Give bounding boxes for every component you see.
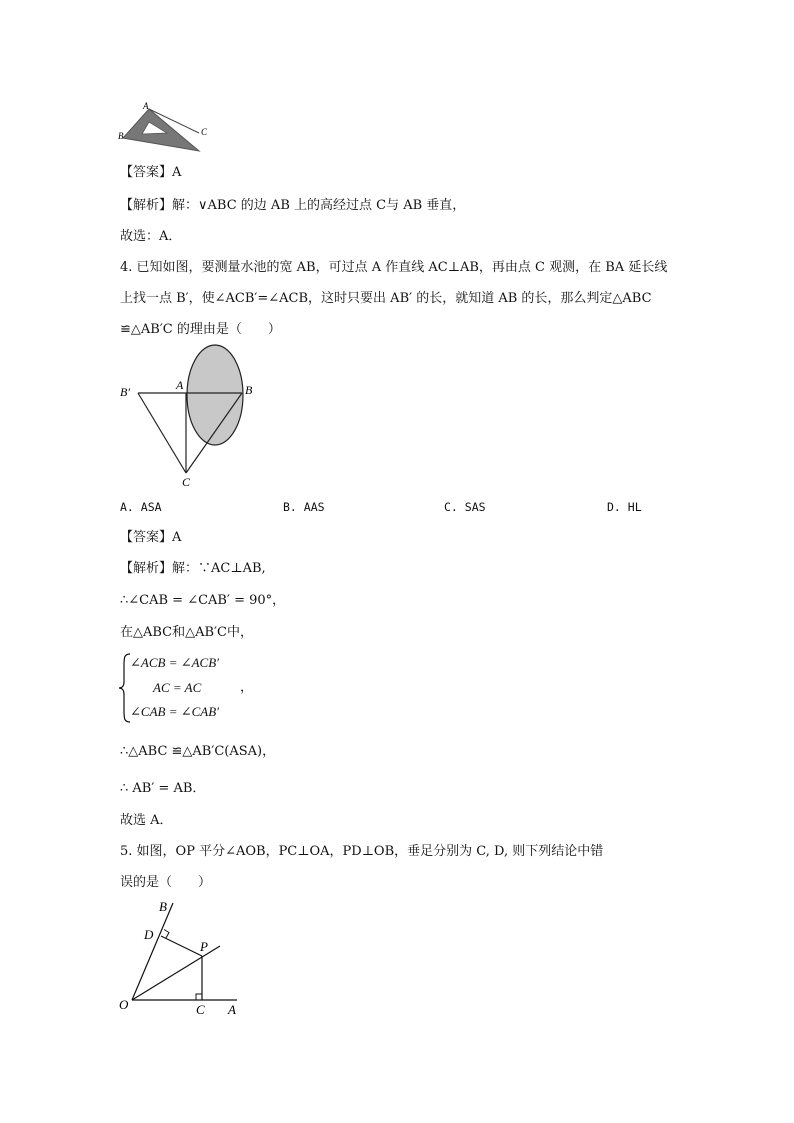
option-text: AAS [303, 500, 325, 514]
option-c [444, 502, 486, 514]
label-O: O [119, 997, 129, 1012]
answer-value: A [172, 165, 182, 180]
option-text: HL [627, 500, 642, 514]
q3-analysis-line [120, 199, 465, 212]
option-b [283, 502, 325, 514]
option-d [607, 502, 642, 514]
label-B: B [118, 131, 124, 141]
q3-answer-line [120, 166, 181, 179]
q4-stem-line-2: 上找一点 B′，使∠ACB′=∠ACB，这时只要出 AB′ 的长，就知道 AB 的长，那么判定△ABC [120, 291, 652, 306]
option-a [120, 502, 162, 514]
label-C: C [201, 127, 208, 137]
option-text: ASA [140, 500, 162, 514]
label-B: B [245, 383, 253, 397]
system-eq-2: AC = AC [153, 680, 202, 695]
q4-conclusion: 故选 A． [120, 813, 173, 828]
option-letter: D. [607, 500, 621, 514]
q4-answer-line [120, 531, 181, 544]
system-eq-1: ∠ACB = ∠ACB′ [130, 655, 220, 670]
label-C: C [182, 475, 191, 489]
option-letter: A. [120, 500, 134, 514]
q5-stem-line-1: 5. 如图，OP 平分∠AOB，PC⊥OA，PD⊥OB，垂足分别为 C, D, 则下列结论中错 [120, 844, 604, 859]
label-A: A [228, 1002, 236, 1017]
option-letter: C. [444, 500, 458, 514]
system-eq-3: ∠CAB = ∠CAB′ [130, 704, 220, 719]
q4-analysis-line-1 [120, 562, 266, 575]
angle-bisector-figure [112, 895, 252, 1020]
label-P: P [200, 939, 208, 954]
analysis-tag: 【解析】 [120, 561, 173, 576]
q4-analysis-line-2: ∴∠CAB = ∠CAB′ = 90°， [120, 593, 286, 608]
q4-stem-line-3: ≌△AB′C 的理由是（ ） [120, 322, 281, 337]
answer-value: A [172, 530, 182, 545]
label-A: A [176, 378, 184, 392]
q4-stem-line-1: 4. 已知如图，要测量水池的宽 AB，可过点 A 作直线 AC⊥AB，再由点 C 观测，在 BA 延长线 [120, 260, 668, 275]
q4-analysis-line-5: ∴ AB′ = AB． [120, 781, 206, 796]
analysis-tag: 【解析】 [120, 198, 173, 213]
label-B: B [159, 899, 167, 914]
triangle-ruler-figure [115, 100, 215, 158]
system-comma: ， [240, 680, 254, 695]
option-text: SAS [464, 500, 486, 514]
label-A: A [143, 101, 149, 111]
label-D: D [144, 927, 154, 942]
pond-measurement-figure [112, 340, 262, 490]
label-C: C [196, 1002, 205, 1017]
q4-analysis-line-3: 在△ABC和△AB′C中， [120, 625, 253, 640]
q4-analysis-line-4: ∴△ABC ≌△AB′C(ASA)， [120, 744, 276, 759]
analysis-text: 解：∵AC⊥AB, [172, 561, 266, 576]
q3-conclusion: 故选：A． [120, 229, 182, 244]
option-letter: B. [283, 500, 297, 514]
analysis-text: 解：∨ABC 的边 AB 上的高经过点 C与 AB 垂直， [172, 198, 466, 213]
answer-tag: 【答案】 [120, 165, 173, 180]
label-B-prime: B′ [120, 385, 130, 399]
answer-tag: 【答案】 [120, 530, 173, 545]
q5-stem-line-2: 误的是（ ） [120, 875, 212, 890]
